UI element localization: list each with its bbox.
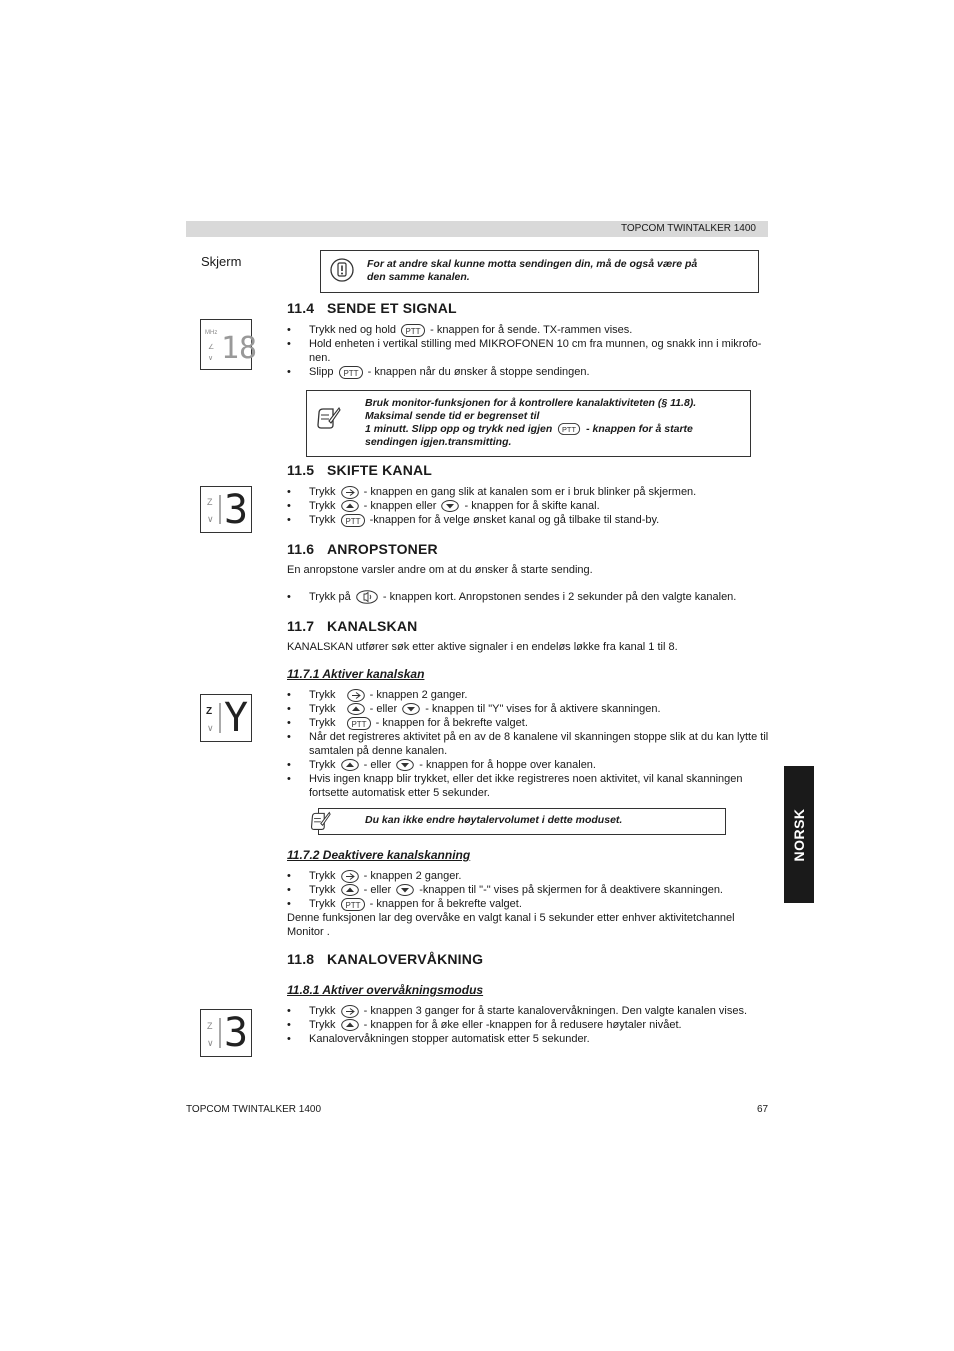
list-item: • Trykk på - knappen kort. Anropstonen sendes i 2 sekunder på den valgte kanalen. xyxy=(287,590,769,604)
ptt-button-icon xyxy=(341,898,365,911)
list-item: • Trykk - knappen 3 ganger for å starte kanalovervåkningen. Den valgte kanalen vises. xyxy=(287,1004,769,1018)
list-item: • Trykk - eller -knappen til "-" vises på skjermen for å deaktivere skanningen. xyxy=(287,883,769,897)
header-bar xyxy=(186,221,768,237)
svg-text:PTT: PTT xyxy=(342,368,359,378)
pencil-note-icon xyxy=(309,810,331,832)
menu-button-icon xyxy=(341,1005,359,1018)
ptt-button-icon xyxy=(347,717,371,730)
svg-text:Z: Z xyxy=(207,497,213,507)
note-line: 1 minutt. Slipp opp og trykk ned igjen PTT - knappen for å starte xyxy=(365,423,693,435)
down-button-icon xyxy=(396,759,414,771)
bullet-list xyxy=(287,688,769,800)
svg-text:∨: ∨ xyxy=(208,355,214,362)
footer-title: TOPCOM TWINTALKER 1400 xyxy=(186,1104,322,1115)
svg-text:Z: Z xyxy=(206,706,213,717)
section-heading: 11.5 SKIFTE KANAL xyxy=(287,462,433,478)
lcd-display xyxy=(200,319,258,370)
section-heading: 11.7 KANALSKAN xyxy=(287,618,418,634)
svg-text:MHz: MHz xyxy=(205,330,218,336)
list-item: • Trykk - knappen en gang slik at kanalen som er i bruk blinker på skjermen. xyxy=(287,485,769,499)
paragraph: KANALSKAN utfører søk etter aktive signaler i en endeløs løkke fra kanal 1 til 8. xyxy=(287,641,678,653)
warning-icon xyxy=(329,257,355,283)
ptt-button-icon xyxy=(401,324,425,337)
svg-text:PTT: PTT xyxy=(405,326,421,336)
svg-text:PTT: PTT xyxy=(344,516,361,526)
call-button-icon xyxy=(356,590,378,604)
list-item: • Trykk ned og hold PTT - knappen for å sende. TX-rammen vises. xyxy=(287,323,769,337)
menu-button-icon xyxy=(347,689,365,702)
svg-text:∨: ∨ xyxy=(207,723,214,733)
lcd-display xyxy=(200,694,252,742)
subsection-heading: 11.8.1 Aktiver overvåkningsmodus xyxy=(287,983,484,997)
bullet-list xyxy=(287,869,769,911)
note-line: For at andre skal kunne motta sendingen din, må de også være på xyxy=(367,258,698,270)
up-button-icon xyxy=(347,703,365,715)
bullet-list xyxy=(287,323,769,379)
up-button-icon xyxy=(341,759,359,771)
menu-button-icon xyxy=(341,486,359,499)
list-item: • Trykk - knappen for å øke eller -knappen for å redusere høytaler nivået. xyxy=(287,1018,769,1032)
bullet-list xyxy=(287,1004,769,1046)
language-tab-label: NORSK xyxy=(791,807,807,862)
down-button-icon xyxy=(396,884,414,896)
list-item: • Trykk PTT - knappen for å bekrefte valget. xyxy=(287,897,769,911)
list-item: • Trykk - knappen 2 ganger. xyxy=(287,688,769,702)
ptt-button-icon xyxy=(339,366,363,379)
header-title: TOPCOM TWINTALKER 1400 xyxy=(620,223,756,234)
list-item: • Trykk PTT -knappen for å velge ønsket kanal og gå tilbake til stand-by. xyxy=(287,513,769,527)
list-item: • Kanalovervåkningen stopper automatisk etter 5 sekunder. xyxy=(287,1032,769,1046)
list-item: • Slipp PTT - knappen når du ønsker å stoppe sendingen. xyxy=(287,365,769,379)
svg-text:∠: ∠ xyxy=(208,344,215,351)
ptt-button-icon xyxy=(341,514,365,527)
lcd-display xyxy=(200,486,252,533)
paragraph: Denne funksjonen lar deg overvåke en valgt kanal i 5 sekunder etter enhver aktivitetchannel Monitor . xyxy=(287,912,735,938)
lcd-display xyxy=(200,1009,252,1057)
list-item: • Hvis ingen knapp blir trykket, eller det ikke registreres noen aktivitet, vil kanal skanningen fortsette automatisk etter 5 sekunder. xyxy=(287,772,769,800)
svg-text:Z: Z xyxy=(207,1021,213,1031)
down-button-icon xyxy=(441,500,459,512)
svg-text:∨: ∨ xyxy=(207,514,214,524)
list-item: • Trykk - knappen 2 ganger. xyxy=(287,869,769,883)
note-line: Du kan ikke endre høytalervolumet i dette moduset. xyxy=(365,814,623,826)
side-label: Skjerm xyxy=(201,254,242,269)
menu-button-icon xyxy=(341,870,359,883)
section-heading: 11.8 KANALOVERVÅKNING xyxy=(287,951,484,967)
list-item: • Trykk - knappen eller - knappen for å skifte kanal. xyxy=(287,499,769,513)
subsection-heading: 11.7.1 Aktiver kanalskan xyxy=(287,667,425,681)
svg-text:PTT: PTT xyxy=(562,425,577,435)
note-line: Bruk monitor-funksjonen for å kontrollere kanalaktiviteten (§ 11.8). xyxy=(365,397,697,409)
lcd-digit: 3 xyxy=(224,1010,249,1056)
section-heading: 11.6 ANROPSTONER xyxy=(287,541,438,557)
list-item: • Trykk - eller - knappen til "Y" vises for å aktivere skanningen. xyxy=(287,702,769,716)
section-heading: 11.4 SENDE ET SIGNAL xyxy=(287,300,457,316)
note-box xyxy=(306,390,751,457)
list-item: • Trykk - eller - knappen for å hoppe over kanalen. xyxy=(287,758,769,772)
bullet-list xyxy=(287,590,769,604)
up-button-icon xyxy=(341,1019,359,1031)
note-box xyxy=(320,250,759,293)
note-line: den samme kanalen. xyxy=(367,271,470,283)
page-number: 67 xyxy=(757,1104,769,1115)
list-item: • Trykk PTT - knappen for å bekrefte valget. xyxy=(287,716,769,730)
svg-text:∨: ∨ xyxy=(207,1038,214,1048)
pencil-note-icon xyxy=(315,405,341,431)
language-tab xyxy=(784,766,814,903)
note-box xyxy=(318,808,726,835)
list-item: • Når det registreres aktivitet på en av de 8 kanalene vil skanningen stoppe slik at du kan lytte til samtalen på denne kanalen. xyxy=(287,730,769,758)
lcd-digit: 3 xyxy=(224,487,249,533)
paragraph: En anropstone varsler andre om at du ønsker å starte sending. xyxy=(287,564,593,576)
note-line: Maksimal sende tid er begrenset til xyxy=(365,410,540,422)
up-button-icon xyxy=(341,500,359,512)
bullet-list xyxy=(287,485,769,527)
svg-text:PTT: PTT xyxy=(350,719,367,729)
ptt-button-icon xyxy=(557,423,581,435)
svg-text:PTT: PTT xyxy=(344,900,361,910)
lcd-digit: Y xyxy=(224,695,249,741)
down-button-icon xyxy=(402,703,420,715)
list-item: • Hold enheten i vertikal stilling med MIKROFONEN 10 cm fra munnen, og snakk inn i mikrofo-nen. xyxy=(287,337,769,365)
lcd-digit: 18 xyxy=(221,331,258,366)
up-button-icon xyxy=(341,884,359,896)
subsection-heading: 11.7.2 Deaktivere kanalskanning xyxy=(287,848,471,862)
note-line: sendingen igjen.transmitting. xyxy=(365,436,512,448)
